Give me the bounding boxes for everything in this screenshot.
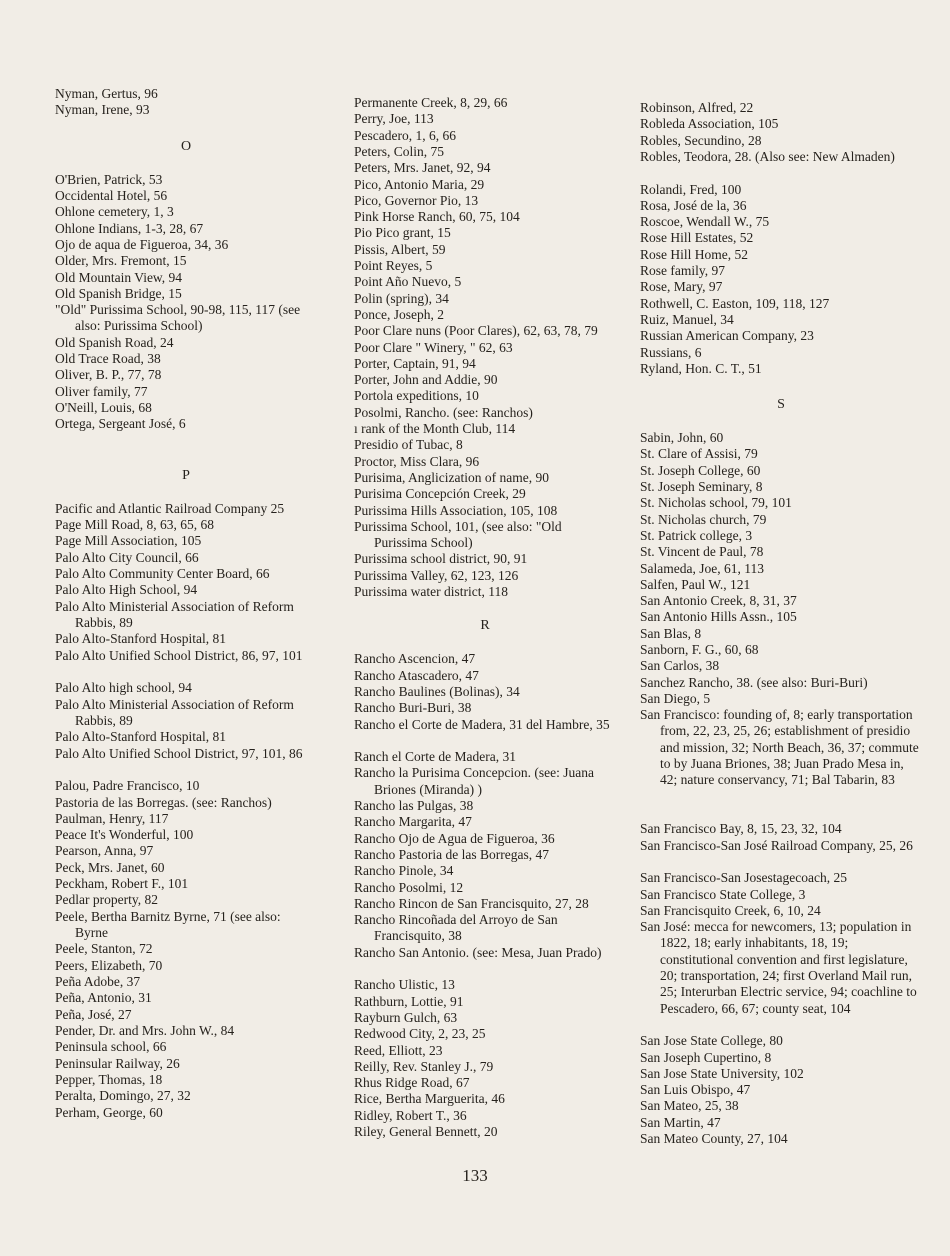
section-letter-heading: R <box>480 618 490 634</box>
index-entry: Pico, Antonio Maria, 29 <box>354 176 485 192</box>
index-entry: Robles, Teodora, 28. (Also see: New Almaden) <box>640 148 895 164</box>
index-entry: Peers, Elizabeth, 70 <box>55 957 163 973</box>
index-entry: Rancho Ulistic, 13 <box>354 977 455 993</box>
index-entry: Peckham, Robert F., 101 <box>55 876 189 892</box>
index-entry: Occidental Hotel, 56 <box>55 187 168 203</box>
index-entry: San Luis Obispo, 47 <box>640 1082 751 1098</box>
index-entry: Rancho Pinole, 34 <box>354 863 454 879</box>
index-entry: Poor Clare nuns (Poor Clares), 62, 63, 78, 79 <box>354 323 598 339</box>
index-entry: St. Joseph Seminary, 8 <box>640 479 763 494</box>
index-entry: Pacific and Atlantic Railroad Company 25 <box>55 500 285 516</box>
index-entry: Purisima Concepción Creek, 29 <box>354 486 526 502</box>
index-entry: Ojo de aqua de Figueroa, 34, 36 <box>55 236 229 252</box>
index-entry: Peña, Antonio, 31 <box>55 990 152 1006</box>
index-entry: San Francisquito Creek, 6, 10, 24 <box>640 902 821 918</box>
index-entry: Ohlone cemetery, 1, 3 <box>55 204 174 220</box>
index-entry: Palo Alto Unified School District, 97, 101, 86 <box>55 745 303 761</box>
index-entry: Peninsula school, 66 <box>55 1039 167 1055</box>
index-entry: Presidio of Tubac, 8 <box>354 437 463 453</box>
index-entry: Rothwell, C. Easton, 109, 118, 127 <box>640 295 830 311</box>
index-entry: St. Joseph College, 60 <box>640 462 761 478</box>
index-entry: Peralta, Domingo, 27, 32 <box>55 1088 191 1104</box>
index-entry: Rancho las Pulgas, 38 <box>354 798 474 813</box>
index-entry: Rose, Mary, 97 <box>640 279 723 295</box>
index-entry: Palo Alto Community Center Board, 66 <box>55 566 270 582</box>
index-entry: Ortega, Sergeant José, 6 <box>55 416 186 432</box>
index-entry: Rose family, 97 <box>640 263 725 278</box>
index-entry: Palo Alto-Stanford Hospital, 81 <box>55 729 226 745</box>
index-entry: Russian American Company, 23 <box>640 328 814 344</box>
index-entry: Riley, General Bennett, 20 <box>354 1124 498 1139</box>
index-entry: Pissis, Albert, 59 <box>354 241 446 257</box>
index-entry: Rancho San Antonio. (see: Mesa, Juan Prado) <box>354 944 602 960</box>
index-entry: Peele, Bertha Barnitz Byrne, 71 (see also: Byrne <box>55 908 281 941</box>
index-entry: Rancho Rincoñada del Arroyo de San Francisquito, 38 <box>354 912 558 944</box>
index-entry: Purissima school district, 90, 91 <box>354 551 528 567</box>
index-entry: Rayburn Gulch, 63 <box>354 1009 458 1025</box>
index-entry: Sanborn, F. G., 60, 68 <box>640 642 759 657</box>
index-entry: Palo Alto-Stanford Hospital, 81 <box>55 631 226 647</box>
index-entry: Point Año Nuevo, 5 <box>354 274 462 290</box>
index-entry: Rancho Margarita, 47 <box>354 814 472 830</box>
index-entry: ı rank of the Month Club, 114 <box>354 421 516 436</box>
section-letter-heading: P <box>182 467 190 483</box>
index-entry: O'Neill, Louis, 68 <box>55 400 152 416</box>
index-entry: Perham, George, 60 <box>55 1104 163 1120</box>
index-entry: Ohlone Indians, 1-3, 28, 67 <box>55 220 204 236</box>
index-entry: Peña Adobe, 37 <box>55 974 141 990</box>
index-entry: Old Spanish Bridge, 15 <box>55 285 182 301</box>
index-entry: San Francisco: founding of, 8; early transportation from, 22, 23, 25, 26; establishment of presidio and mission, 32; North Beach, 36, 37; commute to by Juana Briones, 38; Juan Prado Mesa in, 42; nature conservancy, 71; Bal Tabarin, 83 <box>640 707 919 788</box>
index-entry: Rancho Ascencion, 47 <box>354 651 476 667</box>
index-entry: Old Spanish Road, 24 <box>55 334 174 350</box>
index-entry: Purissima Valley, 62, 123, 126 <box>354 567 519 583</box>
index-entry: Oliver, B. P., 77, 78 <box>55 367 162 383</box>
index-entry: Pearson, Anna, 97 <box>55 843 154 859</box>
index-entry: Rose Hill Home, 52 <box>640 246 748 262</box>
index-entry: Palo Alto City Council, 66 <box>55 549 199 565</box>
index-entry: San Joseph Cupertino, 8 <box>640 1049 772 1065</box>
index-entry: Roscoe, Wendall W., 75 <box>640 214 770 230</box>
index-entry: Proctor, Miss Clara, 96 <box>354 453 480 469</box>
index-entry: Nyman, Irene, 93 <box>55 102 150 118</box>
index-entry: Rancho Buri-Buri, 38 <box>354 700 472 716</box>
index-entry: St. Nicholas church, 79 <box>640 511 767 527</box>
index-entry: Reed, Elliott, 23 <box>354 1042 443 1058</box>
index-entry: St. Clare of Assisi, 79 <box>640 446 758 462</box>
index-entry: Robinson, Alfred, 22 <box>640 100 754 115</box>
index-entry: Rancho Atascadero, 47 <box>354 667 479 683</box>
index-entry: Rice, Bertha Marguerita, 46 <box>354 1091 505 1107</box>
index-entry: Redwood City, 2, 23, 25 <box>354 1026 486 1042</box>
index-entry: Peña, José, 27 <box>55 1006 132 1022</box>
index-entry: Rancho Rincon de San Francisquito, 27, 28 <box>354 895 589 911</box>
index-entry: Palo Alto Ministerial Association of Reform Rabbis, 89 <box>55 696 294 728</box>
index-entry: Rancho Ojo de Agua de Figueroa, 36 <box>354 830 555 846</box>
index-entry: Sabin, John, 60 <box>640 430 724 446</box>
index-entry: "Old" Purissima School, 90-98, 115, 117 (see also: Purissima School) <box>55 302 301 334</box>
index-entry: Oliver family, 77 <box>55 383 148 399</box>
index-entry: Paulman, Henry, 117 <box>55 810 169 826</box>
index-entry: Perry, Joe, 113 <box>354 111 434 127</box>
index-entry: St. Vincent de Paul, 78 <box>640 544 764 560</box>
index-entry: Rhus Ridge Road, 67 <box>354 1075 470 1091</box>
index-entry: Point Reyes, 5 <box>354 258 433 273</box>
index-entry: San Martin, 47 <box>640 1114 721 1130</box>
index-entry: Peters, Colin, 75 <box>354 143 444 159</box>
index-entry: Rancho Posolmi, 12 <box>354 879 464 895</box>
index-entry: Pico, Governor Pio, 13 <box>354 192 479 208</box>
index-entry: San Francisco State College, 3 <box>640 886 806 902</box>
index-entry: Ruiz, Manuel, 34 <box>640 311 734 327</box>
index-entry: San Antonio Creek, 8, 31, 37 <box>640 593 797 609</box>
index-entry: San Mateo, 25, 38 <box>640 1098 739 1114</box>
index-entry: Pedlar property, 82 <box>55 892 158 908</box>
index-entry: Sanchez Rancho, 38. (see also: Buri-Buri) <box>640 674 868 690</box>
index-entry: O'Brien, Patrick, 53 <box>55 171 163 187</box>
index-entry: Page Mill Association, 105 <box>55 533 202 549</box>
index-entry: San Diego, 5 <box>640 690 711 706</box>
index-entry: Permanente Creek, 8, 29, 66 <box>354 95 508 110</box>
index-entry: Nyman, Gertus, 96 <box>55 86 158 101</box>
index-entry: Poor Clare " Winery, " 62, 63 <box>354 339 513 355</box>
index-entry: Peck, Mrs. Janet, 60 <box>55 859 165 875</box>
section-letter-heading: O <box>180 138 192 154</box>
index-entry: Pender, Dr. and Mrs. John W., 84 <box>55 1023 235 1038</box>
index-entry: Palo Alto High School, 94 <box>55 582 198 598</box>
index-entry: Peters, Mrs. Janet, 92, 94 <box>354 160 491 176</box>
index-entry: Ranch el Corte de Madera, 31 <box>354 749 516 765</box>
index-entry: St. Nicholas school, 79, 101 <box>640 495 792 511</box>
index-entry: Porter, Captain, 91, 94 <box>354 355 476 371</box>
index-entry: Porter, John and Addie, 90 <box>354 372 498 388</box>
index-entry: Pepper, Thomas, 18 <box>55 1071 163 1087</box>
index-entry: Salfen, Paul W., 121 <box>640 576 751 592</box>
index-entry: Old Mountain View, 94 <box>55 269 183 285</box>
index-entry: Palo Alto Ministerial Association of Reform Rabbis, 89 <box>55 598 294 630</box>
index-entry: Rancho Baulines (Bolinas), 34 <box>354 683 520 699</box>
index-entry: Older, Mrs. Fremont, 15 <box>55 253 187 269</box>
index-entry: Rosa, José de la, 36 <box>640 197 747 213</box>
index-entry: San Blas, 8 <box>640 625 702 641</box>
index-entry: Purissima Hills Association, 105, 108 <box>354 502 558 518</box>
index-entry: San Francisco Bay, 8, 15, 23, 32, 104 <box>640 821 842 837</box>
index-entry: Peninsular Railway, 26 <box>55 1055 180 1071</box>
index-entry: Pio Pico grant, 15 <box>354 225 451 241</box>
index-entry: Robles, Secundino, 28 <box>640 132 762 148</box>
index-entry: Rathburn, Lottie, 91 <box>354 993 464 1009</box>
index-entry: Palo Alto Unified School District, 86, 97, 101 <box>55 647 303 663</box>
index-entry: Ryland, Hon. C. T., 51 <box>640 360 762 376</box>
index-entry: Reilly, Rev. Stanley J., 79 <box>354 1058 494 1074</box>
index-entry: Robleda Association, 105 <box>640 116 779 132</box>
index-entry: Peace It's Wonderful, 100 <box>55 827 194 843</box>
page-number: 133 <box>462 1166 488 1185</box>
index-entry: San Antonio Hills Assn., 105 <box>640 609 797 625</box>
index-entry: San Mateo County, 27, 104 <box>640 1131 788 1146</box>
index-entry: Rancho Pastoria de las Borregas, 47 <box>354 846 549 862</box>
index-entry: Portola expeditions, 10 <box>354 388 479 404</box>
index-entry: Purissima School, 101, (see also: "Old Purissima School) <box>354 518 562 551</box>
index-entry: Pescadero, 1, 6, 66 <box>354 127 456 143</box>
index-entry: Peele, Stanton, 72 <box>55 941 153 957</box>
index-entry: San Francisco-San José Railroad Company, 25, 26 <box>640 837 913 853</box>
index-entry: Rolandi, Fred, 100 <box>640 181 742 197</box>
index-entry: Purisima, Anglicization of name, 90 <box>354 469 549 485</box>
index-entry: Salameda, Joe, 61, 113 <box>640 560 764 576</box>
index-entry: Palou, Padre Francisco, 10 <box>55 778 200 794</box>
index-entry: San Carlos, 38 <box>640 658 720 674</box>
index-entry: San Francisco-San Josestagecoach, 25 <box>640 870 847 886</box>
index-entry: St. Patrick college, 3 <box>640 527 753 543</box>
index-entry: Old Trace Road, 38 <box>55 351 161 367</box>
index-entry: Ridley, Robert T., 36 <box>354 1107 467 1123</box>
index-entry: San José: mecca for newcomers, 13; population in 1822, 18; early inhabitants, 18, 19; constitutional convention and first legislature, 20; transportation, 24; first Overland Mail run, 25; Interurban Electric service, 94; coachline to Pescadero, 66, 67; county seat, 104 <box>640 919 917 1016</box>
index-entry: Purissima water district, 118 <box>354 584 508 599</box>
index-entry: Posolmi, Rancho. (see: Ranchos) <box>354 404 533 420</box>
index-entry: Rancho la Purisima Concepcion. (see: Juana Briones (Miranda) ) <box>354 765 594 797</box>
index-entry: Rancho el Corte de Madera, 31 del Hambre, 35 <box>354 716 610 732</box>
index-entry: San Jose State College, 80 <box>640 1033 783 1049</box>
index-entry: Polin (spring), 34 <box>354 290 449 306</box>
section-letter-heading: S <box>777 397 785 413</box>
index-entry: Pink Horse Ranch, 60, 75, 104 <box>354 209 520 225</box>
index-entry: Palo Alto high school, 94 <box>55 680 192 696</box>
index-entry: Pastoria de las Borregas. (see: Ranchos) <box>55 794 272 810</box>
index-entry: Rose Hill Estates, 52 <box>640 230 754 246</box>
index-entry: Russians, 6 <box>640 344 702 360</box>
index-entry: San Jose State University, 102 <box>640 1065 804 1081</box>
index-entry: Ponce, Joseph, 2 <box>354 306 444 322</box>
index-entry: Page Mill Road, 8, 63, 65, 68 <box>55 517 214 533</box>
